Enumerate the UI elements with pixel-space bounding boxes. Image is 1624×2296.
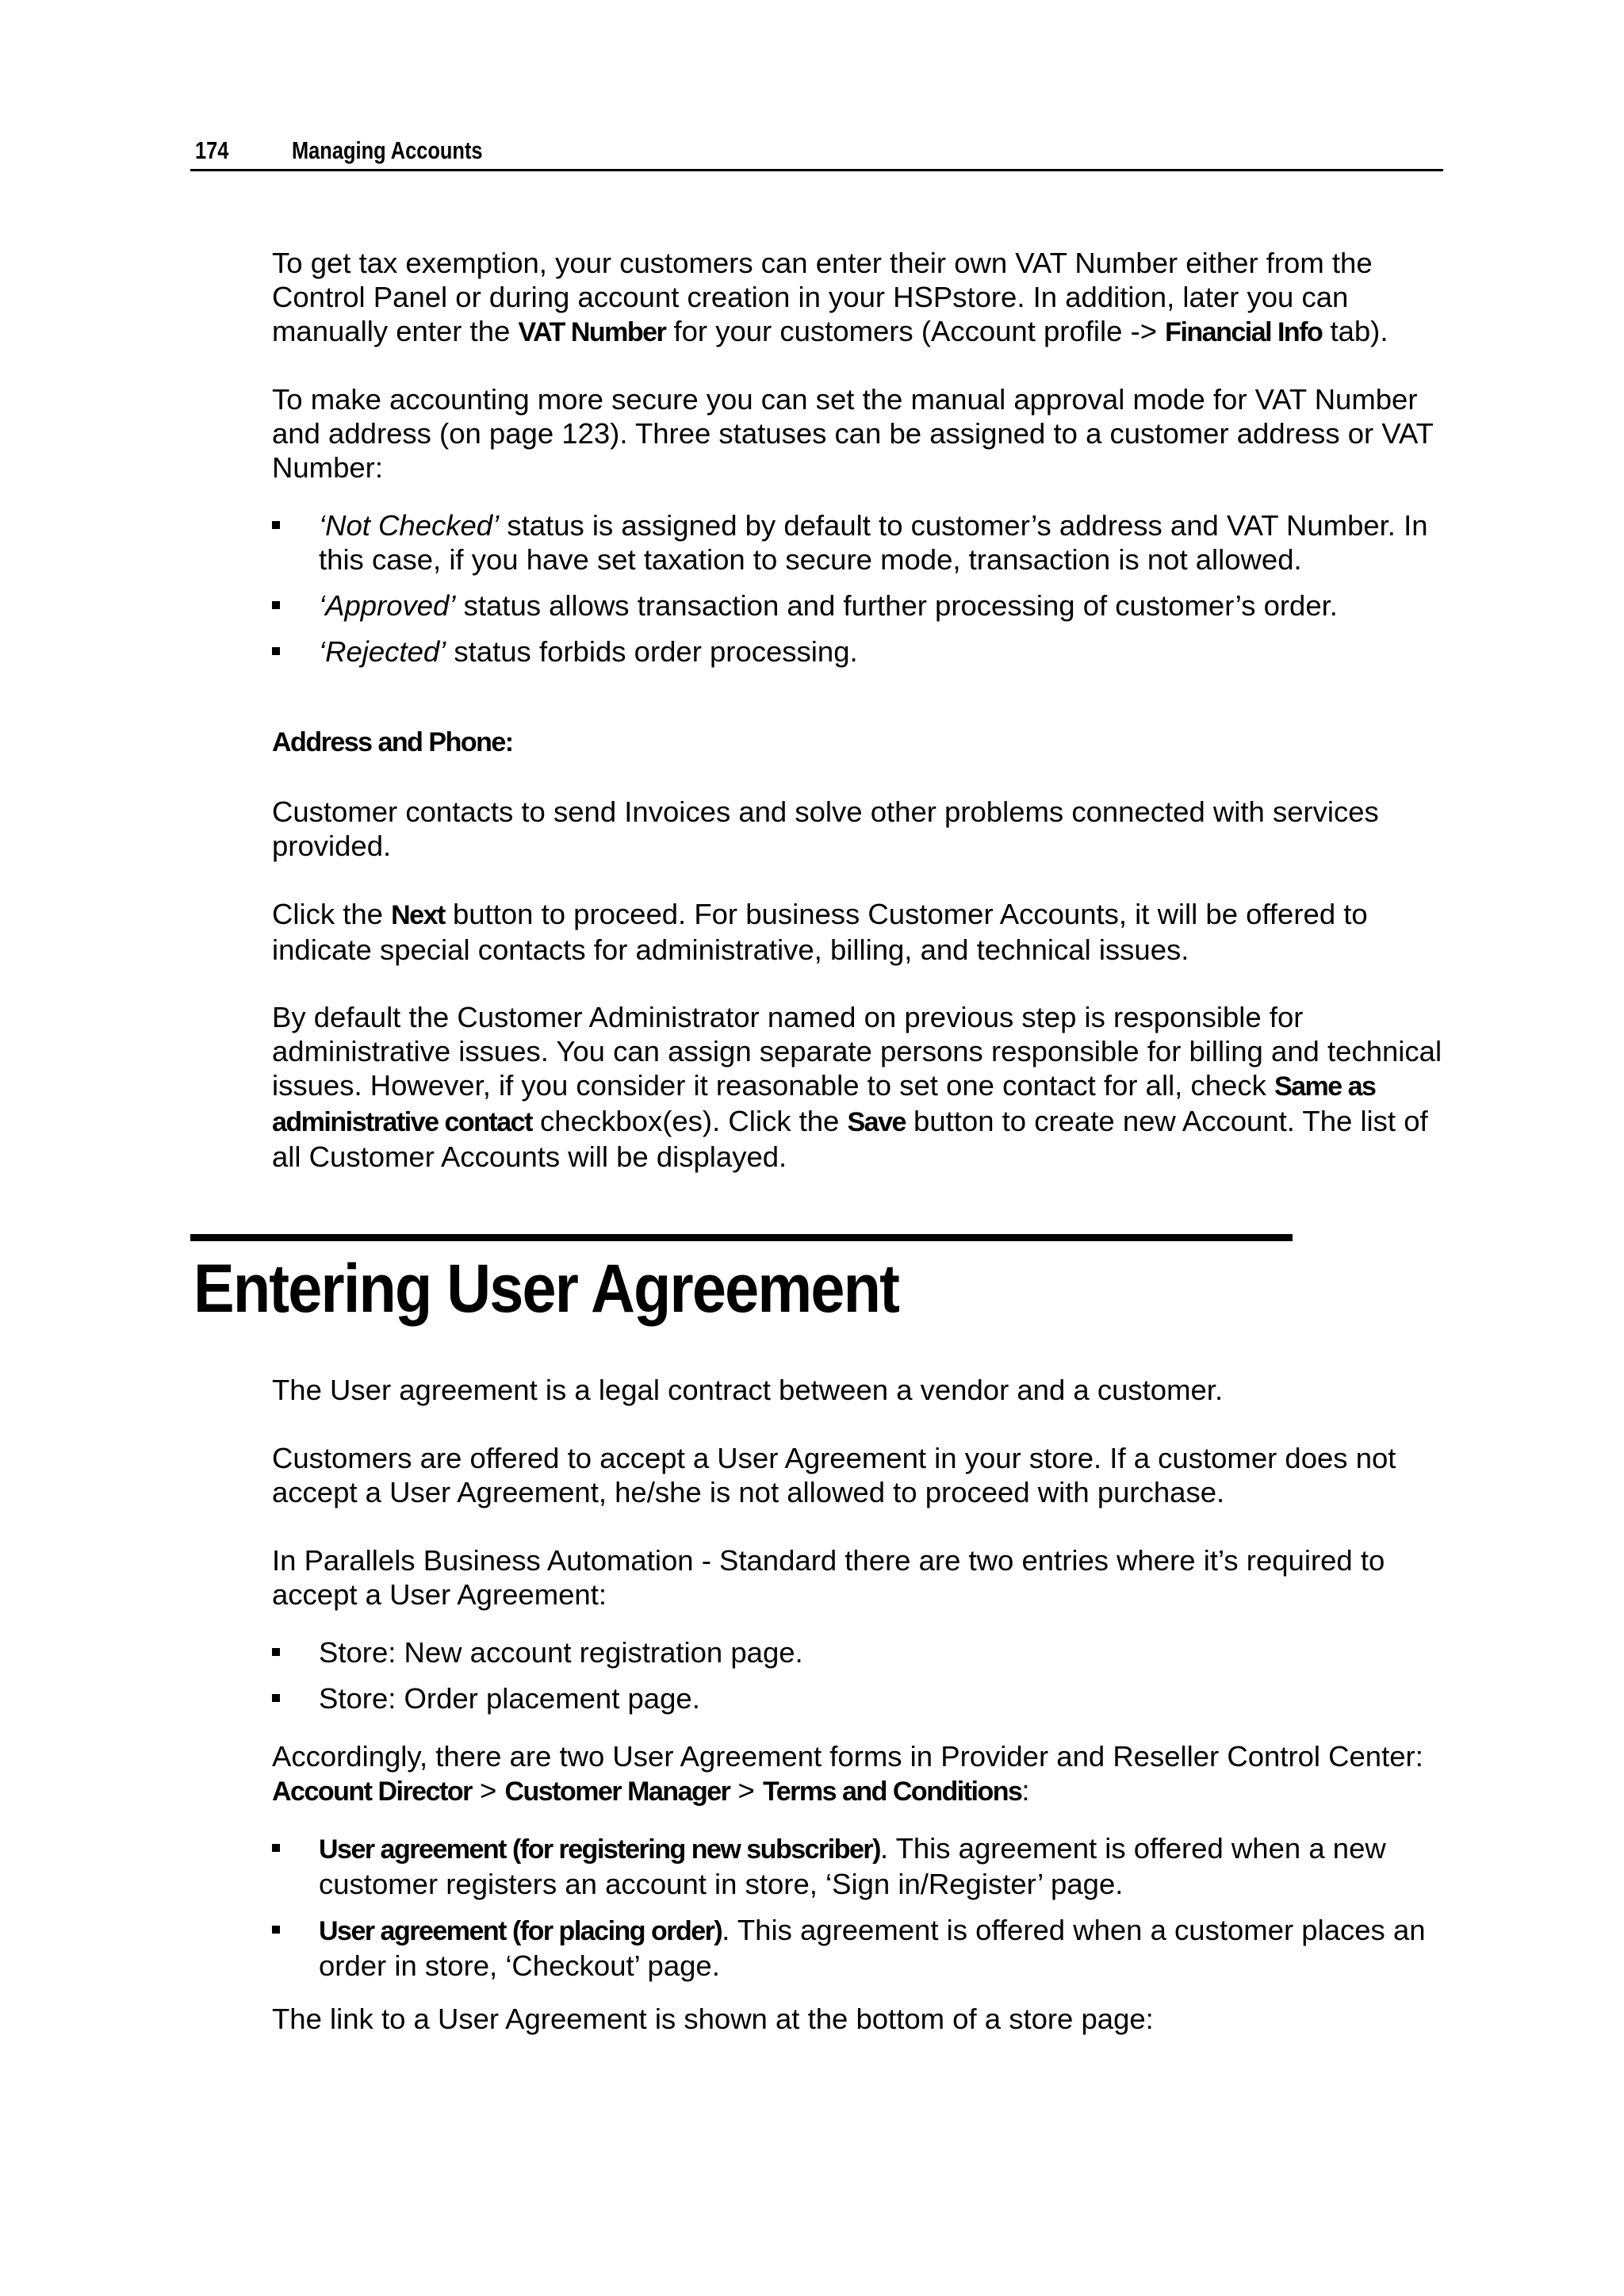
list-item: ‘Not Checked’ status is assigned by default to customer’s address and VAT Number. In this case, if you have set taxation to secure mode, transaction is not allowed. xyxy=(272,508,1446,577)
agreement-offer-block xyxy=(272,1441,1446,1509)
page-header xyxy=(190,133,1443,171)
forms-intro-block xyxy=(272,1739,1446,1809)
status-list xyxy=(272,508,1446,669)
section-title: Entering User Agreement xyxy=(193,1251,899,1327)
forms-list-block xyxy=(272,1831,1446,1983)
address-subhead-block xyxy=(272,726,1446,760)
entries-intro-block xyxy=(272,1543,1446,1612)
next-paragraph: Click the Next button to proceed. For business Customer Accounts, it will be offered to indicate special contacts for administrative, billing, and technical issues. xyxy=(272,898,1368,966)
list-item: Store: New account registration page. xyxy=(272,1635,1446,1669)
upper-content xyxy=(272,246,1446,350)
forms-list xyxy=(272,1831,1446,1983)
contacts-block xyxy=(272,795,1446,863)
address-phone-subheading: Address and Phone: xyxy=(272,727,513,757)
list-item: ‘Rejected’ status forbids order processing. xyxy=(272,634,1446,669)
vat-number-label: VAT Number xyxy=(518,317,666,347)
agreement-intro-block xyxy=(272,1373,1446,1407)
next-block xyxy=(272,897,1446,967)
page-number: 174 xyxy=(195,136,229,164)
approval-paragraph: To make accounting more secure you can set the manual approval mode for VAT Number and address (on page 123). Three statuses can be assigned to a customer address or VAT Number: xyxy=(272,383,1434,484)
account-director-label: Account Director xyxy=(272,1777,472,1807)
same-as-admin-checkbox-label: Same as administrative contact xyxy=(272,1071,1376,1137)
list-item: Store: Order placement page. xyxy=(272,1681,1446,1715)
save-button-label: Save xyxy=(847,1107,906,1137)
tax-exemption-paragraph: To get tax exemption, your customers can enter their own VAT Number either from the Control Panel or during account creation in your HSPstore. In addition, later you can manually enter the VAT Number for your customers (Account profile -> Financial Info tab). xyxy=(272,247,1388,347)
agreement-offer-paragraph: Customers are offered to accept a User Agreement in your store. If a customer does not accept a User Agreement, he/she is not allowed to proceed with purchase. xyxy=(272,1442,1396,1508)
link-note-paragraph: The link to a User Agreement is shown at the bottom of a store page: xyxy=(272,2003,1154,2035)
forms-intro-paragraph: Accordingly, there are two User Agreement forms in Provider and Reseller Control Center: Account Director > Customer Manager > Terms and Conditions: xyxy=(272,1740,1423,1807)
entries-intro-paragraph: In Parallels Business Automation - Standard there are two entries where it’s required to accept a User Agreement: xyxy=(272,1544,1385,1611)
financial-info-tab-label: Financial Info xyxy=(1165,317,1323,347)
approval-block xyxy=(272,382,1446,485)
default-admin-block xyxy=(272,1000,1446,1174)
default-admin-paragraph: By default the Customer Administrator named on previous step is responsible for administrative issues. You can assign separate persons responsible for billing and technical issues. However, if you consider it reasonable to set one contact for all, check Same as administrative contact checkbox(es). Click the Save button to create new Account. The list of all Customer Accounts will be displayed. xyxy=(272,1001,1442,1173)
link-note-block xyxy=(272,2002,1446,2036)
list-item: User agreement (for placing order). This agreement is offered when a customer places an order in store, ‘Checkout’ page. xyxy=(272,1913,1446,1983)
section-rule xyxy=(190,1234,1293,1241)
entries-list xyxy=(272,1635,1446,1715)
next-button-label: Next xyxy=(391,900,445,930)
running-title: Managing Accounts xyxy=(292,136,483,164)
agreement-definition-paragraph: The User agreement is a legal contract between a vendor and a customer. xyxy=(272,1374,1224,1406)
terms-conditions-label: Terms and Conditions xyxy=(763,1777,1022,1807)
customer-manager-label: Customer Manager xyxy=(504,1777,730,1807)
entries-list-block xyxy=(272,1635,1446,1715)
list-item: ‘Approved’ status allows transaction and further processing of customer’s order. xyxy=(272,588,1446,623)
status-list-block xyxy=(272,508,1446,669)
list-item: User agreement (for registering new subscriber). This agreement is offered when a new customer registers an account in store, ‘Sign in/Register’ page. xyxy=(272,1831,1446,1901)
contacts-paragraph: Customer contacts to send Invoices and solve other problems connected with services provided. xyxy=(272,795,1379,862)
